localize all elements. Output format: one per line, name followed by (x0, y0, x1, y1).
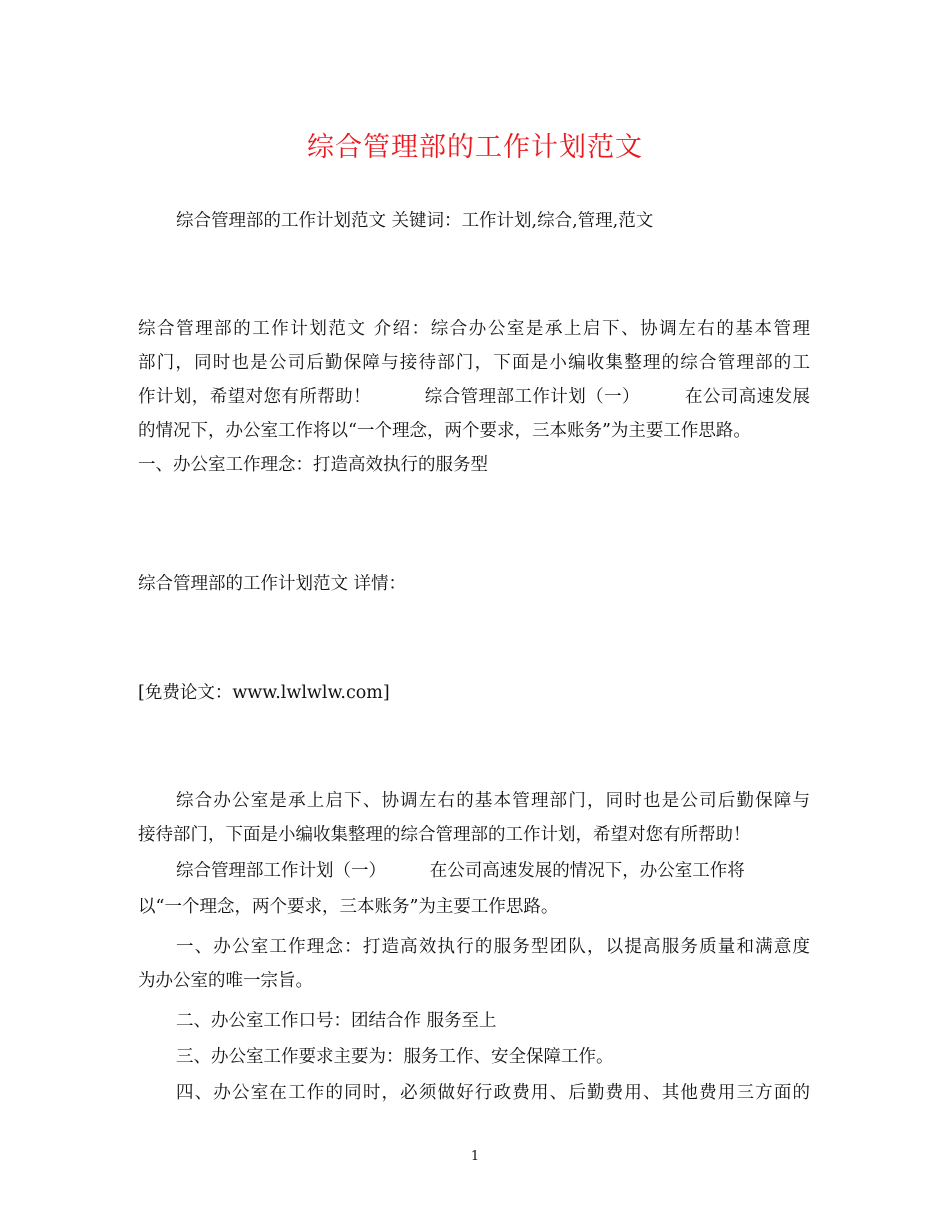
body-line: 为办公室的唯一宗旨。 (138, 971, 313, 991)
body-line: 二、办公室工作口号：团结合作 服务至上 (176, 1011, 497, 1031)
body-line: 接待部门，下面是小编收集整理的综合管理部的工作计划，希望对您有所帮助！ (138, 825, 751, 845)
details-label: 综合管理部的工作计划范文 详情： (138, 574, 407, 594)
keywords-line: 综合管理部的工作计划范文 关键词：工作计划,综合,管理,范文 (176, 211, 654, 231)
page-number: 1 (470, 1149, 480, 1164)
body-line: 综合办公室是承上启下、协调左右的基本管理部门，同时也是公司后勤保障与 (176, 791, 810, 811)
intro-line: 作计划，希望对您有所帮助！ 综合管理部工作计划（一） 在公司高速发展 (138, 387, 810, 407)
intro-line: 一、办公室工作理念：打造高效执行的服务型 (138, 455, 488, 475)
document-title: 综合管理部的工作计划范文 (307, 132, 643, 163)
body-line: 四、办公室在工作的同时，必须做好行政费用、后勤费用、其他费用三方面的 (176, 1083, 810, 1103)
body-line: 以“一个理念，两个要求，三本账务”为主要工作思路。 (138, 897, 559, 917)
intro-line: 部门，同时也是公司后勤保障与接待部门，下面是小编收集整理的综合管理部的工 (138, 353, 810, 373)
source-note: [免费论文：www.lwlwlw.com] (138, 683, 390, 703)
body-line: 综合管理部工作计划（一） 在公司高速发展的情况下，办公室工作将 (176, 861, 745, 881)
body-line: 一、办公室工作理念：打造高效执行的服务型团队，以提高服务质量和满意度 (176, 937, 810, 957)
body-line: 三、办公室工作要求主要为：服务工作、安全保障工作。 (176, 1047, 614, 1067)
intro-line: 的情况下，办公室工作将以“一个理念，两个要求，三本账务”为主要工作思路。 (138, 421, 751, 441)
intro-line: 综合管理部的工作计划范文 介绍：综合办公室是承上启下、协调左右的基本管理 (138, 319, 810, 339)
